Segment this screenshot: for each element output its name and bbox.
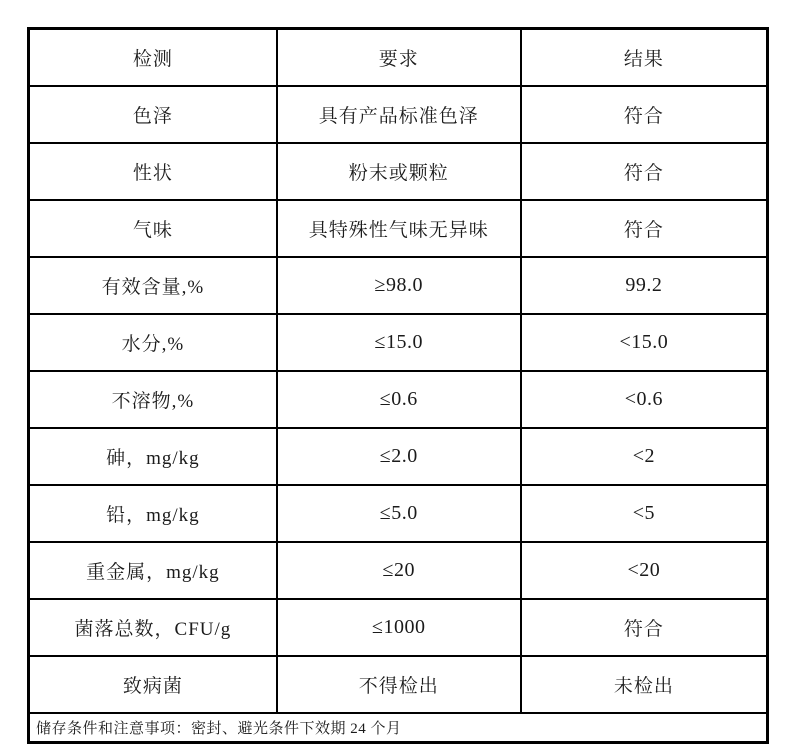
table-row: [29, 371, 768, 428]
result-cell: <0.6: [521, 371, 768, 428]
table-row: [29, 542, 768, 599]
table-row: [29, 143, 768, 200]
test-item-cell: 性状: [29, 143, 277, 200]
test-item-cell: 砷，mg/kg: [29, 428, 277, 485]
result-cell: 符合: [521, 86, 768, 143]
result-cell: 符合: [521, 200, 768, 257]
column-header-requirement: 要求: [277, 29, 521, 87]
table-row: [29, 428, 768, 485]
test-item-cell: 有效含量,%: [29, 257, 277, 314]
requirement-cell: 粉末或颗粒: [277, 143, 521, 200]
result-cell: 未检出: [521, 656, 768, 713]
test-item-cell: 不溶物,%: [29, 371, 277, 428]
table-row: [29, 86, 768, 143]
table-row: [29, 257, 768, 314]
table-row: [29, 314, 768, 371]
result-cell: 符合: [521, 599, 768, 656]
inspection-spec-table: [27, 27, 769, 744]
requirement-cell: 具特殊性气味无异味: [277, 200, 521, 257]
requirement-cell: 不得检出: [277, 656, 521, 713]
header-row: [29, 29, 768, 87]
column-header-result: 结果: [521, 29, 768, 87]
footer-note-row: [29, 713, 768, 743]
test-item-cell: 色泽: [29, 86, 277, 143]
result-cell: <5: [521, 485, 768, 542]
table-row: [29, 599, 768, 656]
test-item-cell: 致病菌: [29, 656, 277, 713]
requirement-cell: ≤20: [277, 542, 521, 599]
result-cell: 99.2: [521, 257, 768, 314]
result-cell: <20: [521, 542, 768, 599]
test-item-cell: 菌落总数，CFU/g: [29, 599, 277, 656]
test-item-cell: 重金属，mg/kg: [29, 542, 277, 599]
table-row: [29, 485, 768, 542]
requirement-cell: ≤15.0: [277, 314, 521, 371]
result-cell: 符合: [521, 143, 768, 200]
requirement-cell: ≤2.0: [277, 428, 521, 485]
test-item-cell: 气味: [29, 200, 277, 257]
test-item-cell: 铅，mg/kg: [29, 485, 277, 542]
storage-conditions-note: 储存条件和注意事项：密封、避光条件下效期 24 个月: [29, 713, 768, 743]
requirement-cell: ≥98.0: [277, 257, 521, 314]
table-row: [29, 656, 768, 713]
table-row: [29, 200, 768, 257]
requirement-cell: ≤0.6: [277, 371, 521, 428]
requirement-cell: ≤1000: [277, 599, 521, 656]
result-cell: <15.0: [521, 314, 768, 371]
test-item-cell: 水分,%: [29, 314, 277, 371]
column-header-test: 检测: [29, 29, 277, 87]
requirement-cell: 具有产品标准色泽: [277, 86, 521, 143]
requirement-cell: ≤5.0: [277, 485, 521, 542]
result-cell: <2: [521, 428, 768, 485]
